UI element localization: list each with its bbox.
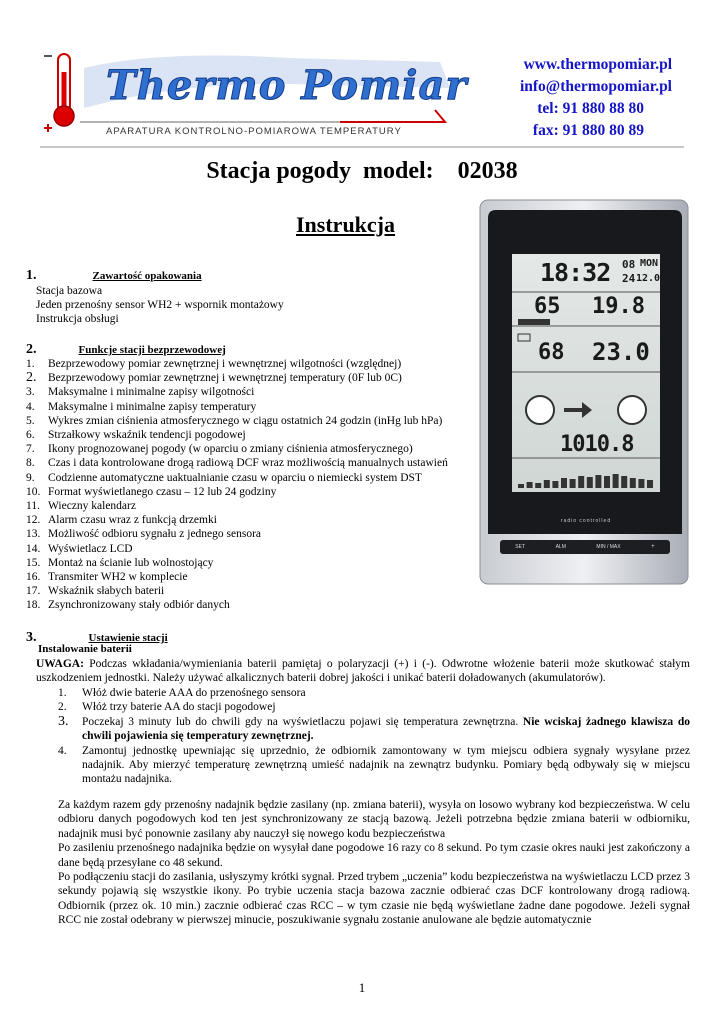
lcd-date-day: 08 xyxy=(622,258,636,271)
subsection-title: Instalowanie baterii xyxy=(38,643,132,655)
lcd-indoor-humidity: 65 xyxy=(534,294,561,319)
lcd-date-month: 12.05 xyxy=(636,273,667,284)
alarm-button: ALM xyxy=(555,544,566,550)
pressure-history-bar xyxy=(518,484,524,488)
pressure-history-bar xyxy=(595,475,601,488)
fax-number: fax: 91 880 80 89 xyxy=(532,122,644,139)
pressure-history-bar xyxy=(544,480,550,488)
pressure-history-bar xyxy=(570,479,576,488)
plus-button: + xyxy=(651,544,655,550)
weather-station-image xyxy=(478,196,692,586)
body-text xyxy=(58,798,690,928)
list-item: 4. Maksymalne i minimalne zapisy temperatury xyxy=(26,400,257,413)
logo xyxy=(40,48,468,140)
warning-paragraph xyxy=(36,657,690,686)
section-title: Zawartość opakowania xyxy=(92,270,202,282)
min-max-button: MIN / MAX xyxy=(596,544,621,550)
list-item: 16. Transmiter WH2 w komplecie xyxy=(26,571,188,584)
pressure-history-bar xyxy=(647,480,653,488)
list-item: 14. Wyświetlacz LCD xyxy=(26,542,133,555)
phone-number: tel: 91 880 88 80 xyxy=(537,100,644,117)
lcd-outdoor-humidity: 68 xyxy=(538,340,565,365)
list-item: 12. Alarm czasu wraz z funkcją drzemki xyxy=(26,514,217,527)
pressure-history-bar xyxy=(638,479,644,488)
list-item: 10. Format wyświetlanego czasu – 12 lub 24 godziny xyxy=(26,485,277,498)
section-2 xyxy=(26,340,226,358)
lcd-pressure: 1010.8 xyxy=(560,432,634,457)
list-item: 2. Włóż trzy baterie AA do stacji pogodowej xyxy=(58,701,276,714)
pressure-history-bar xyxy=(527,482,533,488)
list-item: 5. Wykres zmian ciśnienia atmosferycznego w ciągu ostatnich 24 godzin (inHg lub hPa) xyxy=(26,414,443,427)
list-item: 18. Zsynchronizowany stały odbiór danych xyxy=(26,599,230,612)
list-item: 4. Zamontuj jednostkę upewniając się uprzednio, że odbiornik zamontowany w tym miejscu odbiera sygnały wysyłane przez nadajnik. Aby mierzyć temperaturę zewnętrzną umieść nadajnik na zewnątrz budynku. Pomiary będą odbywały się w miejscu montażu nadajnika. xyxy=(58,744,690,786)
list-item: 13. Możliwość odbioru sygnału z jednego sensora xyxy=(26,528,262,541)
list-item: 2. Bezprzewodowy pomiar zewnętrznej i wewnętrznej temperatury (0F lub 0C) xyxy=(26,370,402,386)
logo-tagline: APARATURA KONTROLNO-POMIAROWA TEMPERATURY xyxy=(106,126,402,137)
list-item: Stacja bazowa xyxy=(36,285,103,297)
list-item: 9. Codzienne automatyczne uaktualnianie czasu w oparciu o niemiecki system DST xyxy=(26,471,422,484)
pressure-history-bar xyxy=(613,474,619,488)
page-number: 1 xyxy=(358,980,366,995)
logo-text: Thermo Pomiar xyxy=(106,62,468,109)
list-item: 7. Ikony prognozowanej pogody (w oparciu o zmiany ciśnienia atmosferycznego) xyxy=(26,443,413,456)
list-item: 11. Wieczny kalendarz xyxy=(26,500,136,513)
list-item: Instrukcja obsługi xyxy=(36,313,119,326)
section-number: 3. xyxy=(26,630,37,645)
section-title: Ustawienie stacji xyxy=(88,632,168,644)
set-button: SET xyxy=(515,544,526,550)
list-item: 15. Montaż na ścianie lub wolnostojący xyxy=(26,556,214,569)
pressure-history-bar xyxy=(561,478,567,488)
pressure-history-bar xyxy=(621,476,627,488)
paragraph: Po podłączeniu stacji do zasilania, usłyszymy krótki sygnał. Przed trybem „uczenia” kodu bezpieczeństwa na wyświetlaczu LCD przez 3 sekundy pojawią się wszystkie ikony. Po trybie uczenia stacja bazowa zacznie odbierać czas DCF kontrolowany drogą radiową. Odbiornik (przez ok. 10 min.) zacznie odbierać czas RCC – w tym czasie nie będą wyświetlane żadne dane pogodowe. Jeżeli sygnał RCC nie został odebrany w pierwszej minucie, poszukiwanie sygnału zostanie anulowane ale będzie automatycznie xyxy=(58,871,690,927)
list-item: 1. Włóż dwie baterie AAA do przenośnego sensora xyxy=(58,687,306,699)
lcd-date-year: 24 xyxy=(622,272,636,285)
list-item: 1. Bezprzewodowy pomiar zewnętrznej i wewnętrznej wilgotności (względnej) xyxy=(26,358,402,370)
brand-label: radio controlled xyxy=(560,518,612,524)
list-item: 8. Czas i data kontrolowane drogą radiową DCF wraz możliwością manualnych ustawień xyxy=(26,457,448,470)
header-divider xyxy=(40,146,684,148)
lcd-indoor-temp: 19.8 xyxy=(592,294,645,319)
section-1 xyxy=(26,266,202,284)
pressure-history-bar xyxy=(578,476,584,488)
paragraph: Za każdym razem gdy przenośny nadajnik będzie zasilany (np. zmiana baterii), wysyła on losowo wybrany kod bezpieczeństwa. W celu odbioru danych pogodowych kod ten jest synchronizowany ze stacją bazową. Jeżeli potrzebna będzie zmiana baterii w odbiorniku, nadajnik musi być ponownie zasilany aby nauczył się nowego kodu bezpieczeństwa xyxy=(58,799,690,840)
pressure-history-bar xyxy=(630,478,636,488)
warning-text: Podczas wkładania/wymieniania baterii pamiętaj o polaryzacji (+) i (-). Odwrotne włożenie baterii może skutkować stałym uszkodzeniem jednostki. Należy używać alkalicznych baterii dobrej jakości i unikać baterii doładowanych (akumulatorów). xyxy=(36,658,690,685)
pressure-history-bar xyxy=(587,477,593,488)
list-item: Jeden przenośny sensor WH2 + wspornik montażowy xyxy=(36,299,284,312)
list-item: 17. Wskaźnik słabych baterii xyxy=(26,585,165,598)
page-subtitle: Instrukcja xyxy=(296,212,396,237)
page-title: Stacja pogody model: 02038 xyxy=(206,158,518,184)
pressure-history-bar xyxy=(604,476,610,488)
list-item: 6. Strzałkowy wskaźnik tendencji pogodowej xyxy=(26,429,246,442)
pressure-history-bar xyxy=(535,483,541,488)
device-buttons xyxy=(500,540,670,554)
lcd-date-dow: MON xyxy=(640,258,659,269)
email-link[interactable]: info@thermopomiar.pl xyxy=(519,78,672,95)
warning-label: UWAGA: xyxy=(36,658,84,670)
package-contents xyxy=(36,284,284,327)
lcd-time: 18:32 xyxy=(540,258,611,287)
features-list xyxy=(26,357,448,613)
list-item: 3. Maksymalne i minimalne zapisy wilgotności xyxy=(26,386,255,399)
pressure-history-bar xyxy=(552,481,558,488)
lcd-outdoor-temp: 23.0 xyxy=(592,338,650,366)
section-title: Funkcje stacji bezprzewodowej xyxy=(78,344,226,356)
list-item: 3. Poczekaj 3 minuty lub do chwili gdy na wyświetlaczu pojawi się temperatura zewnętrzna. Nie wciskaj żadnego klawisza do chwili pojawienia się temperatury zewnętrznej. xyxy=(58,713,690,743)
paragraph: Po zasileniu przenośnego nadajnika będzie on wysyłał dane pogodowe 16 razy co 8 sekund. Po tym czasie okres nauki jest zakończony a dane będą przesyłane co 48 sekund. xyxy=(58,842,690,869)
install-steps xyxy=(58,686,690,787)
section-number: 1. xyxy=(26,268,37,283)
section-number: 2. xyxy=(26,342,37,357)
website-link[interactable]: www.thermopomiar.pl xyxy=(523,56,672,73)
